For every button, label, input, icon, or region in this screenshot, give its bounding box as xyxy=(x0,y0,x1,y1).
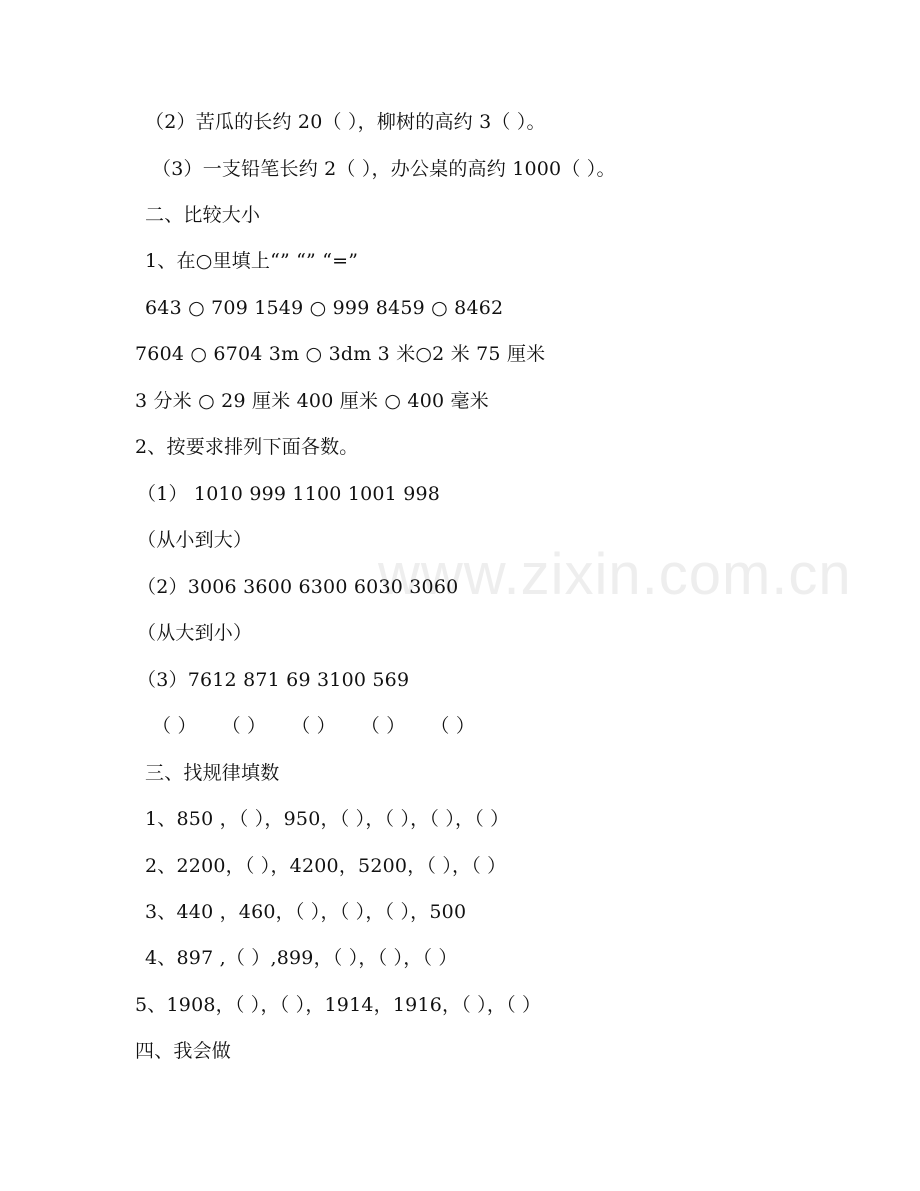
question-item: 1、850 ，（ ），950，（ ），（ ），（ ），（ ） xyxy=(145,808,510,830)
section-heading: 三、找规律填数 xyxy=(145,762,280,784)
question-instruction: 2、按要求排列下面各数。 xyxy=(135,436,359,458)
section-heading: 二、比较大小 xyxy=(145,204,261,226)
question-item: 7604 ○ 6704 3m ○ 3dm 3 米○2 米 75 厘米 xyxy=(135,343,546,365)
question-item: （2）3006 3600 6300 6030 3060 xyxy=(137,576,459,598)
question-note: （从小到大） xyxy=(137,529,253,551)
answer-blanks: （ ） （ ） （ ） （ ） （ ） xyxy=(152,715,476,737)
watermark-text: www.zixin.com.cn xyxy=(378,542,852,607)
question-note: （从大到小） xyxy=(137,622,253,644)
question-item: 5、1908，（ ），（ ），1914，1916，（ ），（ ） xyxy=(135,994,542,1016)
question-item: （3）一支铅笔长约 2（ ），办公桌的高约 1000（ ）。 xyxy=(152,158,616,180)
question-item: 3 分米 ○ 29 厘米 400 厘米 ○ 400 毫米 xyxy=(135,390,489,412)
question-item: （3）7612 871 69 3100 569 xyxy=(137,669,410,691)
question-item: 643 ○ 709 1549 ○ 999 8459 ○ 8462 xyxy=(145,297,504,319)
question-item: （2）苦瓜的长约 20（ ），柳树的高约 3（ ）。 xyxy=(145,111,546,133)
question-item: 4、897 ,（ ）,899，（ ），（ ），（ ） xyxy=(145,947,458,969)
question-item: 2、2200，（ ），4200，5200，（ ），（ ） xyxy=(145,855,507,877)
question-instruction: 1、在○里填上“” “” “=” xyxy=(145,250,359,272)
question-item: （1） 1010 999 1100 1001 998 xyxy=(137,483,441,505)
section-heading: 四、我会做 xyxy=(135,1040,232,1062)
question-item: 3、440 ，460，（ ），（ ），（ ），500 xyxy=(145,901,467,923)
